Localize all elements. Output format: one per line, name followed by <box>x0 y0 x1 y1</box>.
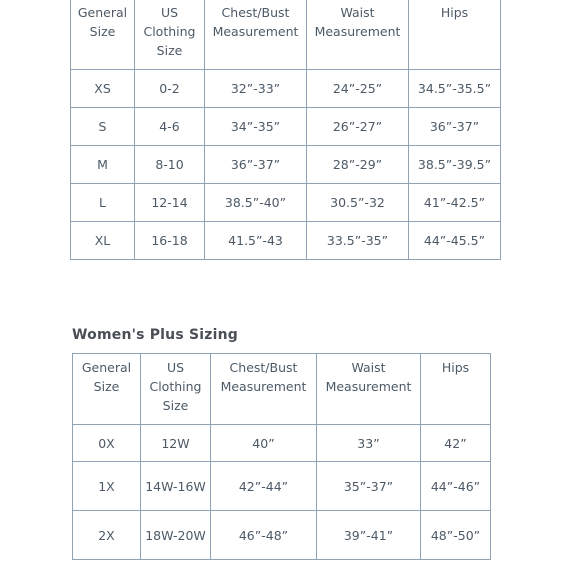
standard-size-chart-table <box>70 0 501 260</box>
cell-general-size: 1X <box>73 462 141 511</box>
cell-chest: 38.5”-40” <box>205 184 307 222</box>
cell-us-size: 18W-20W <box>141 511 211 560</box>
cell-hips: 44”-46” <box>421 462 491 511</box>
table-row <box>71 222 501 260</box>
table-row <box>71 70 501 108</box>
cell-hips: 44”-45.5” <box>409 222 501 260</box>
header-general-size: General Size <box>73 354 141 425</box>
cell-general-size: XL <box>71 222 135 260</box>
header-chest-bust: Chest/Bust Measurement <box>205 0 307 70</box>
cell-chest: 42”-44” <box>211 462 317 511</box>
table-header-row <box>71 0 501 70</box>
cell-hips: 41”-42.5” <box>409 184 501 222</box>
table-row <box>71 184 501 222</box>
cell-waist: 30.5”-32 <box>307 184 409 222</box>
cell-hips: 38.5”-39.5” <box>409 146 501 184</box>
cell-general-size: M <box>71 146 135 184</box>
cell-chest: 46”-48” <box>211 511 317 560</box>
plus-sizing-title: Women's Plus Sizing <box>72 327 238 343</box>
cell-us-size: 16-18 <box>135 222 205 260</box>
header-chest-bust: Chest/Bust Measurement <box>211 354 317 425</box>
cell-general-size: 0X <box>73 425 141 462</box>
cell-waist: 39”-41” <box>317 511 421 560</box>
cell-chest: 36”-37” <box>205 146 307 184</box>
cell-chest: 32”-33” <box>205 70 307 108</box>
table-row <box>73 425 491 462</box>
cell-waist: 33.5”-35” <box>307 222 409 260</box>
cell-general-size: XS <box>71 70 135 108</box>
cell-waist: 35”-37” <box>317 462 421 511</box>
header-hips: Hips <box>421 354 491 425</box>
table-row <box>71 108 501 146</box>
cell-hips: 34.5”-35.5” <box>409 70 501 108</box>
cell-us-size: 0-2 <box>135 70 205 108</box>
cell-us-size: 14W-16W <box>141 462 211 511</box>
header-us-clothing-size: US Clothing Size <box>141 354 211 425</box>
cell-us-size: 8-10 <box>135 146 205 184</box>
table-row <box>73 462 491 511</box>
cell-hips: 48”-50” <box>421 511 491 560</box>
cell-waist: 24”-25” <box>307 70 409 108</box>
cell-general-size: L <box>71 184 135 222</box>
cell-general-size: S <box>71 108 135 146</box>
cell-us-size: 4-6 <box>135 108 205 146</box>
cell-waist: 33” <box>317 425 421 462</box>
header-general-size: General Size <box>71 0 135 70</box>
header-us-clothing-size: US Clothing Size <box>135 0 205 70</box>
cell-chest: 40” <box>211 425 317 462</box>
table-row <box>73 511 491 560</box>
header-hips: Hips <box>409 0 501 70</box>
plus-size-chart-table <box>72 353 491 560</box>
cell-hips: 42” <box>421 425 491 462</box>
cell-waist: 26”-27” <box>307 108 409 146</box>
cell-chest: 34”-35” <box>205 108 307 146</box>
cell-us-size: 12W <box>141 425 211 462</box>
cell-chest: 41.5”-43 <box>205 222 307 260</box>
cell-us-size: 12-14 <box>135 184 205 222</box>
cell-general-size: 2X <box>73 511 141 560</box>
cell-waist: 28”-29” <box>307 146 409 184</box>
table-row <box>71 146 501 184</box>
header-waist: Waist Measurement <box>307 0 409 70</box>
table-header-row <box>73 354 491 425</box>
cell-hips: 36”-37” <box>409 108 501 146</box>
header-waist: Waist Measurement <box>317 354 421 425</box>
